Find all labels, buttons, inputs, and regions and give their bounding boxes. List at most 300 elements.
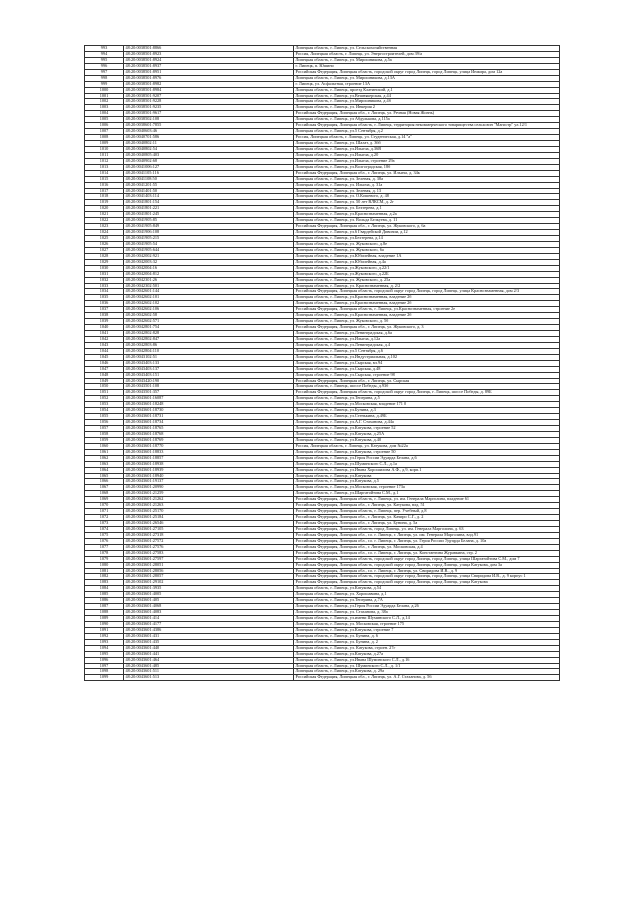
address-cell: Липецкая область, г. Липецк, ул.6 Гвардейской Дивизии, д.12	[294, 230, 560, 236]
cadastral-number-cell: 48:20:0038502:108	[124, 117, 294, 123]
address-cell: Липецкая область, г. Липецк, ул. 50 лет ВЛКСМ, д. 2г	[294, 200, 560, 206]
property-register-table	[84, 45, 560, 681]
cadastral-number-cell: 48:20:0043601:513	[124, 675, 294, 681]
row-number-cell: 1076	[85, 538, 124, 544]
address-cell: Липецкая область, г. Липецк, ул.Сырская, вл.94	[294, 360, 560, 366]
cadastral-number-cell: 48:20:0043601:18770	[124, 443, 294, 449]
cadastral-number-cell: 48:20:0038501:8866	[124, 46, 294, 52]
address-cell: Липецкая область, г. Липецк, ул. Жуковского, д.8е	[294, 241, 560, 247]
row-number-cell: 1075	[85, 532, 124, 538]
cadastral-number-cell: 48:20:0041006:127	[124, 164, 294, 170]
address-cell: Липецкая область, г. Липецк, ул. Жуковского, д. 25а	[294, 277, 560, 283]
row-number-cell: 1008	[85, 135, 124, 141]
row-number-cell: 1051	[85, 390, 124, 396]
address-cell: Липецкая область, г. Липецк, ул.Шуминского С.Л., д.1а	[294, 461, 560, 467]
row-number-cell: 995	[85, 57, 124, 63]
address-cell: Липецкая область, г. Липецк, ул.Катукова, д.54	[294, 586, 560, 592]
cadastral-number-cell: 48:20:0042803:86	[124, 342, 294, 348]
table-body	[85, 46, 560, 681]
cadastral-number-cell: 48:20:0041905:85	[124, 218, 294, 224]
address-cell: Липецкая область, г. Липецк, ул.Жуковского, д.22Б	[294, 271, 560, 277]
address-cell: Липецкая область, г. Липецк, ул. Сельскохозяйственная	[294, 46, 560, 52]
cadastral-number-cell: 48:20:0043403:151	[124, 372, 294, 378]
row-number-cell: 1041	[85, 331, 124, 337]
row-number-cell: 1067	[85, 485, 124, 491]
cadastral-number-cell: 48:20:0038501:9228	[124, 99, 294, 105]
row-number-cell: 1022	[85, 218, 124, 224]
address-cell: Липецкая область, г. Липецк, ул.Бунина, д.3	[294, 408, 560, 414]
cadastral-number-cell: 48:20:0043601:18734	[124, 420, 294, 426]
row-number-cell: 1068	[85, 491, 124, 497]
row-number-cell: 1004	[85, 111, 124, 117]
address-cell: Липецкая область, г. Липецк, ул.Юбилейная, владение 1А	[294, 253, 560, 259]
address-cell: Российская Федерация, Липецкая область, г. Липецк, ул.Краснознаменная, строение 2е	[294, 307, 560, 313]
address-cell: Российская Федерация, Липецкая область, город Липецк, ул. им. Генерала Марголина, д. 63	[294, 526, 560, 532]
address-cell: Липецкая область, г. Липецк, ул.Героя России Эдуарда Белана, д.6	[294, 455, 560, 461]
row-number-cell: 1016	[85, 182, 124, 188]
row-number-cell: 1081	[85, 568, 124, 574]
row-number-cell: 1028	[85, 253, 124, 259]
address-cell: Липецкая область, г. Липецк, ул.Ильича, д.12а	[294, 336, 560, 342]
address-cell: Российская Федерация, Липецкая область, городской округ город Липецк, город Липецк, улица Краснознаменная, дом 2/3	[294, 289, 560, 295]
cadastral-number-cell: 48:20:0043601:25184	[124, 515, 294, 521]
cadastral-number-cell: 48:20:0043601:27583	[124, 550, 294, 556]
cadastral-number-cell: 48:20:0043601:441	[124, 651, 294, 657]
cadastral-number-cell: 48:20:0040802:11	[124, 141, 294, 147]
row-number-cell: 1029	[85, 259, 124, 265]
address-cell: Липецкая область, г. Липецк, ул. О.Кошевого, д. 48	[294, 194, 560, 200]
cadastral-number-cell: 48:20:0042601:144	[124, 289, 294, 295]
address-cell: Липецкая область, г. Липецк, ул.Краснознаменная, владение 2б	[294, 301, 560, 307]
cadastral-number-cell: 48:20:0041905:54	[124, 241, 294, 247]
row-number-cell: 1000	[85, 87, 124, 93]
row-number-cell: 1012	[85, 158, 124, 164]
cadastral-number-cell: 48:20:0043601:3935	[124, 586, 294, 592]
row-number-cell: 1001	[85, 93, 124, 99]
row-number-cell: 1040	[85, 325, 124, 331]
address-cell: Российская Федерация, Липецкая область, г. Липецк, пер. Учебный, д.8	[294, 509, 560, 515]
cadastral-number-cell: 48:20:0042602:106	[124, 307, 294, 313]
address-cell: Российская Федерация, Липецкая обл., г. Липецк, ул. Речная (Новая Жизнь)	[294, 111, 560, 117]
cadastral-number-cell: 48:20:0043601:18833	[124, 449, 294, 455]
row-number-cell: 1069	[85, 497, 124, 503]
cadastral-number-cell: 48:20:0041108:50	[124, 176, 294, 182]
address-cell: Российская Федерация, Липецкая обл., г.о. г. Липецк, г. Липецк, ул. Героя России Эдуарда Белана, д. 10а	[294, 538, 560, 544]
row-number-cell: 1052	[85, 396, 124, 402]
cadastral-number-cell: 48:20:0038501:8923	[124, 51, 294, 57]
address-cell: Россия, Липецкая область, г. Липецк, ул. Катукова, дом №22а	[294, 443, 560, 449]
row-number-cell: 1045	[85, 354, 124, 360]
address-cell: Липецкая область, г. Липецк, ул.Катукова, д.5	[294, 479, 560, 485]
cadastral-number-cell: 48:20:0042802:847	[124, 336, 294, 342]
cadastral-number-cell: 48:20:0041801:245	[124, 212, 294, 218]
address-cell: Липецкая область, г. Липецк, ул. Бунина, д. 6	[294, 633, 560, 639]
address-cell: Липецкая область, г. Липецк, ул. Мирошникова, д.13А	[294, 75, 560, 81]
cadastral-number-cell: 48:20:0042004:16	[124, 265, 294, 271]
table-row	[85, 123, 560, 129]
row-number-cell: 1060	[85, 443, 124, 449]
address-cell: Российская Федерация, Липецкая обл., г. Липецк, ул. Жуковского, д. 3	[294, 325, 560, 331]
row-number-cell: 1010	[85, 146, 124, 152]
address-cell: Российская Федерация, Липецкая обл., г.о. г. Липецк, г. Липецк, ул. им. Генерала Марголина, влд.91	[294, 532, 560, 538]
address-cell: Липецкая область, г. Липецк, ул.Катукова, строение 7	[294, 627, 560, 633]
address-cell: Липецкая область, г. Липецк, ул. Инкерия 2	[294, 105, 560, 111]
cadastral-number-cell: 48:20:0043601:29102	[124, 580, 294, 586]
row-number-cell: 1084	[85, 586, 124, 592]
address-cell: Российская Федерация, Липецкая обл., г. Липецк, ул. Ильича, д. 34к	[294, 170, 560, 176]
cadastral-number-cell: 48:20:0042301:26	[124, 277, 294, 283]
row-number-cell: 1027	[85, 247, 124, 253]
cadastral-number-cell: 48:20:0043601:16087	[124, 396, 294, 402]
row-number-cell: 1044	[85, 348, 124, 354]
row-number-cell: 1037	[85, 307, 124, 313]
cadastral-number-cell: 48:20:0038501:9617	[124, 111, 294, 117]
address-cell: Российская Федерация, Липецкая обл., г. Липецк, ул. Московская, д.4	[294, 544, 560, 550]
row-number-cell: 1043	[85, 342, 124, 348]
cadastral-number-cell: 48:20:0043601:21263	[124, 503, 294, 509]
address-cell: Липецкая область, г. Липецк, ул.Московская, строение 173а	[294, 485, 560, 491]
row-number-cell: 1038	[85, 313, 124, 319]
row-number-cell: 1072	[85, 515, 124, 521]
row-number-cell: 1025	[85, 236, 124, 242]
cadastral-number-cell: 48:20:0038501:8937	[124, 63, 294, 69]
row-number-cell: 1006	[85, 123, 124, 129]
cadastral-number-cell: 48:20:0043601:431	[124, 633, 294, 639]
row-number-cell: 1042	[85, 336, 124, 342]
row-number-cell: 1074	[85, 526, 124, 532]
row-number-cell: 1089	[85, 616, 124, 622]
address-cell: Липецкая область, г. Липецк, ул. Ильича, д. 31а	[294, 182, 560, 188]
address-cell: Российская Федерация, Липецкая область, городской округ город Липецк, город Липецк, улица Свиридова И.В., д. 9 корпус 1	[294, 574, 560, 580]
row-number-cell: 996	[85, 63, 124, 69]
cadastral-number-cell: 48:20:0041906:108	[124, 230, 294, 236]
cadastral-number-cell: 48:20:0043601:435	[124, 639, 294, 645]
address-cell: Липецкая область, г. Липецк, ул.Ивана Шуминского С.Л., д.16	[294, 657, 560, 663]
address-cell: Липецкая область, г. Липецк, ул.имени Шуминского С.Л., д.14	[294, 616, 560, 622]
row-number-cell: 1098	[85, 669, 124, 675]
row-number-cell: 997	[85, 69, 124, 75]
cadastral-number-cell: 48:20:0038501:8924	[124, 57, 294, 63]
cadastral-number-cell: 48:20:0042802:828	[124, 331, 294, 337]
cadastral-number-cell: 48:20:0043601:414	[124, 616, 294, 622]
address-cell: Российская Федерация, Липецкая обл., г. Липецк, ул. Сырская	[294, 378, 560, 384]
row-number-cell: 1073	[85, 521, 124, 527]
address-cell: Российская Федерация, Липецкая обл., г. Липецк, ул. А.Г. Стаханова, д. 56	[294, 675, 560, 681]
address-cell: Липецкая область, г. Липецк, шоссе Победы, д.93б	[294, 384, 560, 390]
address-cell: Липецкая область, г. Липецк, ул. Мирошникова, д.5а	[294, 57, 560, 63]
cadastral-number-cell: 48:20:0041801:154	[124, 200, 294, 206]
row-number-cell: 998	[85, 75, 124, 81]
cadastral-number-cell: 48:20:0041905:644	[124, 247, 294, 253]
address-cell: Липецкая область, г. Липецк, ул. Бунина, д. 2	[294, 639, 560, 645]
address-cell: Липецкая область, г. Липецк, ул.Катукова, д.40	[294, 437, 560, 443]
cadastral-number-cell: 48:20:0040701:586	[124, 135, 294, 141]
address-cell: Липецкая область, г. Липецк, ул.Катукова	[294, 473, 560, 479]
row-number-cell: 1036	[85, 301, 124, 307]
address-cell: г. Липецк, ул. Асфальтная, строение 13А	[294, 81, 560, 87]
cadastral-number-cell: 48:20:0043601:28051	[124, 562, 294, 568]
address-cell: Липецкая область, г. Липецк, ул.Катукова, д. 29а	[294, 669, 560, 675]
row-number-cell: 1002	[85, 99, 124, 105]
address-cell: Липецкая область, г. Липецк, ул. Жуковского, д. 5б	[294, 319, 560, 325]
cadastral-number-cell: 48:20:0043601:4386	[124, 627, 294, 633]
address-cell: Российская Федерация, Липецкая обл., г. Липецк, ул. Бунина, д. 5а	[294, 521, 560, 527]
address-cell: Липецкая область, г. Липецк, ул.Жуковского, д.22/1	[294, 265, 560, 271]
address-cell: Российская Федерация, Липецкая обл., г.о. г. Липецк, г. Липецк, ул. Свиридова И.В., д. 9	[294, 568, 560, 574]
address-cell: Липецкая область, г. Липецк, ул.А.Г. Стаханова, д.44а	[294, 420, 560, 426]
address-cell: Российская Федерация, Липецкая область, городской округ город Липецк, город Липецк, улица Шаргатойтова С.М., дом 7	[294, 556, 560, 562]
cadastral-number-cell: 48:20:0043601:511	[124, 669, 294, 675]
row-number-cell: 1005	[85, 117, 124, 123]
address-cell: Российская Федерация, Липецкая область, г. Липецк, ул. им. Генерала Марголина, владение 61	[294, 497, 560, 503]
cadastral-number-cell: 48:20:0043420:190	[124, 378, 294, 384]
row-number-cell: 1092	[85, 633, 124, 639]
row-number-cell: 1021	[85, 212, 124, 218]
row-number-cell: 1095	[85, 651, 124, 657]
cadastral-number-cell: 48:20:0043102:51	[124, 354, 294, 360]
row-number-cell: 1046	[85, 360, 124, 366]
row-number-cell: 1085	[85, 592, 124, 598]
cadastral-number-cell: 48:20:0040902:68	[124, 158, 294, 164]
address-cell: Липецкая область, г. Липецк, ул. Зеленая, д. 13	[294, 188, 560, 194]
row-number-cell: 1099	[85, 675, 124, 681]
cadastral-number-cell: 48:20:0043601:18768	[124, 431, 294, 437]
row-number-cell: 1047	[85, 366, 124, 372]
row-number-cell: 1007	[85, 129, 124, 135]
row-number-cell: 1049	[85, 378, 124, 384]
address-cell: Липецкая область, г. Липецк, ул.Сырская, д.48	[294, 366, 560, 372]
table-row	[85, 562, 560, 568]
row-number-cell: 993	[85, 46, 124, 52]
row-number-cell: 1077	[85, 544, 124, 550]
row-number-cell: 1062	[85, 455, 124, 461]
cadastral-number-cell: 48:20:0041201:55	[124, 182, 294, 188]
row-number-cell: 1091	[85, 627, 124, 633]
row-number-cell: 1003	[85, 105, 124, 111]
row-number-cell: 1065	[85, 473, 124, 479]
address-cell: Липецкая область, г. Липецк, ул.Мирошникова, д.4б	[294, 99, 560, 105]
address-cell: Липецкая область, г. Липецк, ул.Ленинградская, д.6а	[294, 331, 560, 337]
address-cell: Российская Федерация, Липецкая обл., г. Липецк, ул. Катукова, влд. 51	[294, 503, 560, 509]
row-number-cell: 1009	[85, 141, 124, 147]
address-cell: Россия, Липецкая область, г. Липецк, ул. Энергостроителей, дом 39/а	[294, 51, 560, 57]
address-cell: Россия, Липецкая область, г. Липецк, ул. Студенческая, д.14 "а"	[294, 135, 560, 141]
address-cell: Липецкая область, г. Липецк, ул. Стаханова, д. 38а	[294, 610, 560, 616]
address-cell: Липецкая область, г. Липецк, ул.Катукова, строение 50	[294, 449, 560, 455]
row-number-cell: 1058	[85, 431, 124, 437]
cadastral-number-cell: 48:20:0042602:571	[124, 319, 294, 325]
address-cell: Липецкая область, г. Липецк, ул.Краснознаменная, владение 2б	[294, 313, 560, 319]
row-number-cell: 1057	[85, 426, 124, 432]
row-number-cell: 1086	[85, 598, 124, 604]
row-number-cell: 1066	[85, 479, 124, 485]
cadastral-number-cell: 48:20:0041905:215	[124, 236, 294, 242]
row-number-cell: 1090	[85, 621, 124, 627]
row-number-cell: 1020	[85, 206, 124, 212]
row-number-cell: 1032	[85, 277, 124, 283]
cadastral-number-cell: 48:20:0043601:26546	[124, 521, 294, 527]
row-number-cell: 1082	[85, 574, 124, 580]
cadastral-number-cell: 48:20:0043601:4005	[124, 592, 294, 598]
cadastral-number-cell: 48:20:0041801:221	[124, 206, 294, 212]
row-number-cell: 1024	[85, 230, 124, 236]
cadastral-number-cell: 48:20:0043601:18248	[124, 402, 294, 408]
row-number-cell: 1015	[85, 176, 124, 182]
address-cell: Липецкая область, г. Липецк, ул.Шаргатойтова С.М., д.1	[294, 491, 560, 497]
address-cell: Российская Федерация, Липецкая область, городской округ город Липецк, город Липецк, улица Катукова, дом 3а	[294, 562, 560, 568]
cadastral-number-cell: 48:20:0042602:102	[124, 301, 294, 307]
table-row	[85, 390, 560, 396]
row-number-cell: 1014	[85, 170, 124, 176]
row-number-cell: 1096	[85, 657, 124, 663]
address-cell: Липецкая область, г. Липецк, ул.Героя России Эдуарда Белана, д.26	[294, 604, 560, 610]
row-number-cell: 994	[85, 51, 124, 57]
address-cell: Липецкая область, г. Липецк, ул.Ленинградская, д.4	[294, 342, 560, 348]
row-number-cell: 1026	[85, 241, 124, 247]
cadastral-number-cell: 48:20:0041403:114	[124, 194, 294, 200]
address-cell: Липецкая область, г. Липецк, ул.Московская, владение 171 0	[294, 402, 560, 408]
address-cell: Липецкая область, г. Липецк, ул.5 Сентября, д.6	[294, 348, 560, 354]
cadastral-number-cell: 48:20:0043601:25170	[124, 509, 294, 515]
cadastral-number-cell: 48:20:0041905:849	[124, 224, 294, 230]
cadastral-number-cell: 48:20:0043601:27597	[124, 556, 294, 562]
cadastral-number-cell: 48:20:0043601:440	[124, 645, 294, 651]
row-number-cell: 1054	[85, 408, 124, 414]
row-number-cell: 1070	[85, 503, 124, 509]
address-cell: Липецкая область, г. Липецк, ул.Вешнякерская, д.44	[294, 93, 560, 99]
row-number-cell: 1033	[85, 283, 124, 289]
cadastral-number-cell: 48:20:0043601:4177	[124, 621, 294, 627]
cadastral-number-cell: 48:20:0042003:32	[124, 259, 294, 265]
cadastral-number-cell: 48:20:0043501:108	[124, 384, 294, 390]
address-cell: г. Липецк, п. Юшино	[294, 63, 560, 69]
table-row	[85, 289, 560, 295]
address-cell: Российская Федерация, Липецкая обл., г. Липецк, ул. Качиро С.Г., д. 2	[294, 515, 560, 521]
address-cell: Российская Федерация, Липецкая область, городской округ город Липецк, г. Липецк, шоссе Победы, д. 89Б	[294, 390, 560, 396]
cadastral-number-cell: 48:20:0041105:116	[124, 170, 294, 176]
cadastral-number-cell: 48:20:0040603:46	[124, 129, 294, 135]
table-row	[85, 69, 560, 75]
address-cell: Липецкая область, г. Липецк, ул.Ильича, д.36В	[294, 146, 560, 152]
row-number-cell: 1061	[85, 449, 124, 455]
cadastral-number-cell: 48:20:0043601:18938	[124, 461, 294, 467]
address-cell: Липецкая область, г. Липецк, ул.Ивана Хорошилова А.Ф., д.9, корп.1	[294, 467, 560, 473]
row-number-cell: 1048	[85, 372, 124, 378]
cadastral-number-cell: 48:20:0042004:812	[124, 271, 294, 277]
address-cell: Липецкая область, г. Липецк, ул.Катукова, д.25А	[294, 431, 560, 437]
cadastral-number-cell: 48:20:0042302:501	[124, 283, 294, 289]
cadastral-number-cell: 48:20:0043501:357	[124, 390, 294, 396]
table-row	[85, 574, 560, 580]
row-number-cell: 1055	[85, 414, 124, 420]
cadastral-number-cell: 48:20:0043403:133	[124, 360, 294, 366]
cadastral-number-cell: 48:20:0043601:21259	[124, 491, 294, 497]
address-cell: Российская Федерация, Липецкая область, городской округ город Липецк, город Липецк, улица Инжира, дом 12а	[294, 69, 560, 75]
address-cell: Липецкая область, г. Липецк, ул.Стенькина, д.49Б	[294, 414, 560, 420]
address-cell: Липецкая область, г. Липецк, ул. Зеленая, д. 38а	[294, 176, 560, 182]
cadastral-number-cell: 48:20:0043601:28056	[124, 568, 294, 574]
cadastral-number-cell: 48:20:0043601:18769	[124, 437, 294, 443]
cadastral-number-cell: 48:20:0043403:137	[124, 366, 294, 372]
row-number-cell: 1088	[85, 610, 124, 616]
cadastral-number-cell: 48:20:0038601:7855	[124, 123, 294, 129]
cadastral-number-cell: 48:20:0042602:58	[124, 313, 294, 319]
address-cell: Липецкая область, г. Липецк, ул.Краснознаменная, владение 2б	[294, 295, 560, 301]
row-number-cell: 1063	[85, 461, 124, 467]
cadastral-number-cell: 48:20:0043601:405	[124, 598, 294, 604]
address-cell: Липецкая область, г. Липецк, ул.Катукова, строение 52	[294, 426, 560, 432]
address-cell: Липецкая область, г. Липецк, проезд Клатинский, д.1	[294, 87, 560, 93]
cadastral-number-cell: 48:20:0043601:18765	[124, 426, 294, 432]
address-cell: Липецкая область, г. Липецк, ул.Сырская, строение 98	[294, 372, 560, 378]
row-number-cell: 1050	[85, 384, 124, 390]
cadastral-number-cell: 48:20:0043601:464	[124, 657, 294, 663]
row-number-cell: 1018	[85, 194, 124, 200]
row-number-cell: 1039	[85, 319, 124, 325]
row-number-cell: 1011	[85, 152, 124, 158]
cadastral-number-cell: 48:20:0043601:21262	[124, 497, 294, 503]
address-cell: Липецкая область, г. Липецк, ул.Теперина, д.5	[294, 396, 560, 402]
row-number-cell: 1013	[85, 164, 124, 170]
address-cell: Липецкая область, г. Липецк, ул.Волгоградская, 18б	[294, 164, 560, 170]
row-number-cell: 1030	[85, 265, 124, 271]
address-cell: Липецкая область, г. Липецк, ул.Ильича, д.20	[294, 152, 560, 158]
cadastral-number-cell: 48:20:0042602:101	[124, 295, 294, 301]
address-cell: Липецкая область, г. Липецк, ул. Шалат, д. 36б	[294, 141, 560, 147]
row-number-cell: 1059	[85, 437, 124, 443]
row-number-cell: 1097	[85, 663, 124, 669]
row-number-cell: 1023	[85, 224, 124, 230]
row-number-cell: 1019	[85, 200, 124, 206]
address-cell: Российская Федерация, Липецкая область, г. Липецк, территория некоммерческого товарищества сельхозпн "Магистр" ул.12/1	[294, 123, 560, 129]
row-number-cell: 1093	[85, 639, 124, 645]
row-number-cell: 1053	[85, 402, 124, 408]
row-number-cell: 1035	[85, 295, 124, 301]
cadastral-number-cell: 48:20:0043601:27572	[124, 538, 294, 544]
cadastral-number-cell: 48:20:0038501:9207	[124, 93, 294, 99]
row-number-cell: 1079	[85, 556, 124, 562]
cadastral-number-cell: 48:20:0038501:8976	[124, 75, 294, 81]
cadastral-number-cell: 48:20:0041401:50	[124, 188, 294, 194]
address-cell: Липецкая область, г. Липецк, ул. Шуминского С.Л., д. 1/1	[294, 663, 560, 669]
cadastral-number-cell: 48:20:0042804:110	[124, 348, 294, 354]
cadastral-number-cell: 48:20:0043601:27105	[124, 526, 294, 532]
cadastral-number-cell: 48:20:0043601:18730	[124, 408, 294, 414]
row-number-cell: 1064	[85, 467, 124, 473]
cadastral-number-cell: 48:20:0043601:4083	[124, 610, 294, 616]
cadastral-number-cell: 48:20:0042801:754	[124, 325, 294, 331]
address-cell: Липецкая область, г. Липецк, ул.Краснознаменная, д.2а	[294, 212, 560, 218]
address-cell: Липецкая область, г. Липецк, ул.5 Сентября, д.2	[294, 129, 560, 135]
cadastral-number-cell: 48:20:0040802:54	[124, 146, 294, 152]
address-cell: Липецкая область, г. Липецк, ул.Ильича, строение 29а	[294, 158, 560, 164]
address-cell: Российская Федерация, Липецкая обл., г.о. г. Липецк, г. Липецк, ул. Константина Журавкина, стр. 2	[294, 550, 560, 556]
cadastral-number-cell: 48:20:0040805:403	[124, 152, 294, 158]
address-cell: Липецкая область, г. Липецк, ул. Катукова, строен. 27г	[294, 645, 560, 651]
cadastral-number-cell: 48:20:0038501:8982	[124, 81, 294, 87]
address-cell: Липецкая область, г. Липецк, ул. Вольда Белкуева, д. 11	[294, 218, 560, 224]
table-row	[85, 556, 560, 562]
table-row	[85, 675, 560, 681]
cadastral-number-cell: 48:20:0043601:27318	[124, 532, 294, 538]
address-cell: Липецкая область, г. Липецк, ул.Бехтерева, д.14	[294, 236, 560, 242]
address-cell: Липецкая область, г. Липецк, ул. Жуковского, 6а	[294, 247, 560, 253]
row-number-cell: 1080	[85, 562, 124, 568]
cadastral-number-cell: 48:20:0043601:28057	[124, 574, 294, 580]
row-number-cell: 1078	[85, 550, 124, 556]
address-cell: Липецкая область, г. Липецк, ул.Юбилейная, д.4а	[294, 259, 560, 265]
cadastral-number-cell: 48:20:0043601:4068	[124, 604, 294, 610]
